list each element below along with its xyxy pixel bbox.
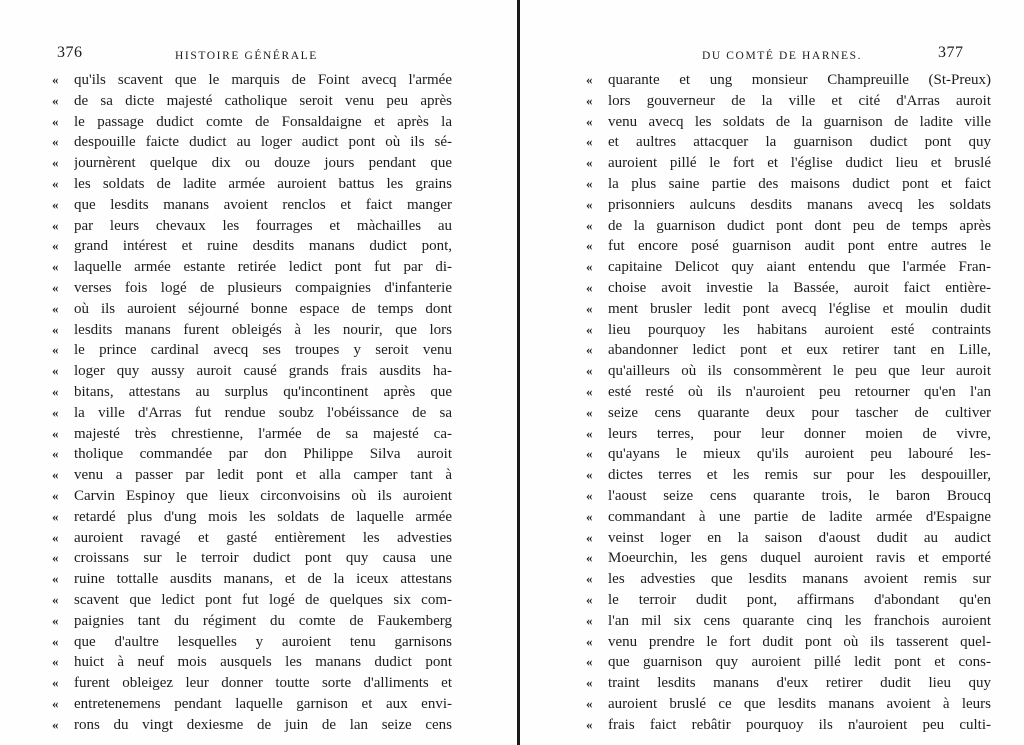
text-line xyxy=(52,382,452,403)
text-line xyxy=(52,569,452,590)
line-text: Moeurchin, les gens duquel auroient ravis et emporté xyxy=(608,550,991,567)
line-text: commandant à une partie de ladite armée d'Espaigne xyxy=(608,508,991,525)
text-line xyxy=(586,569,991,590)
text-line xyxy=(586,236,991,257)
guillemet-mark: « xyxy=(586,612,593,628)
guillemet-mark: « xyxy=(52,134,59,150)
line-text: traint lesdits manans d'eux retirer dudit lieu quy xyxy=(608,675,991,692)
guillemet-mark: « xyxy=(52,654,59,670)
text-line xyxy=(586,403,991,424)
text-line xyxy=(52,91,452,112)
guillemet-mark: « xyxy=(586,508,593,524)
line-text: où ils auroient séjourné bonne espace de temps dont xyxy=(74,300,452,317)
text-line xyxy=(586,652,991,673)
line-text: capitaine Delicot quy aiant entendu que l'armée Fran- xyxy=(608,259,991,276)
guillemet-mark: « xyxy=(52,196,59,212)
line-text: fut encore posé guarnison audit pont entre autres le xyxy=(608,238,991,255)
guillemet-mark: « xyxy=(52,529,59,545)
line-text: bitans, attestans au surplus qu'incontinent après que xyxy=(74,383,452,400)
line-text: les advesties que lesdits manans avoient remis sur xyxy=(608,571,991,588)
text-line xyxy=(586,361,991,382)
line-text: de la guarnison dudict pont dont peu de temps après xyxy=(608,217,991,234)
line-text: laquelle armée estante retirée ledict pont fut par di- xyxy=(74,259,452,276)
guillemet-mark: « xyxy=(586,716,593,732)
line-text: esté resté où ils n'auroient peu retourner qu'en l'an xyxy=(608,383,991,400)
guillemet-mark: « xyxy=(586,446,593,462)
guillemet-mark: « xyxy=(52,300,59,316)
text-line xyxy=(586,70,991,91)
text-line xyxy=(586,548,991,569)
line-text: lieu pourquoy les habitans auroient esté contraints xyxy=(608,321,991,338)
guillemet-mark: « xyxy=(586,217,593,233)
guillemet-mark: « xyxy=(52,446,59,462)
guillemet-mark: « xyxy=(586,591,593,607)
text-line xyxy=(52,652,452,673)
guillemet-mark: « xyxy=(52,363,59,379)
guillemet-mark: « xyxy=(586,342,593,358)
left-text-block xyxy=(52,70,452,736)
text-line xyxy=(52,361,452,382)
line-text: rons du vingt dexiesme de juin de lan seize cens xyxy=(74,716,452,733)
text-line xyxy=(586,444,991,465)
line-text: retardé plus d'ung mois les soldats de laquelle armée xyxy=(74,508,452,525)
text-line xyxy=(586,112,991,133)
text-line xyxy=(52,486,452,507)
guillemet-mark: « xyxy=(52,467,59,483)
guillemet-mark: « xyxy=(52,425,59,441)
guillemet-mark: « xyxy=(52,550,59,566)
text-line xyxy=(586,257,991,278)
guillemet-mark: « xyxy=(52,591,59,607)
text-line xyxy=(52,112,452,133)
guillemet-mark: « xyxy=(586,487,593,503)
guillemet-mark: « xyxy=(52,155,59,171)
running-head-left: HISTOIRE GÉNÉRALE xyxy=(175,50,318,62)
text-line xyxy=(52,673,452,694)
guillemet-mark: « xyxy=(586,675,593,691)
guillemet-mark: « xyxy=(586,175,593,191)
text-line xyxy=(52,257,452,278)
line-text: la ville d'Arras fut rendue soubz l'obéissance de sa xyxy=(74,404,452,421)
text-line xyxy=(52,632,452,653)
guillemet-mark: « xyxy=(52,675,59,691)
guillemet-mark: « xyxy=(52,321,59,337)
line-text: de sa dicte majesté catholique seroit venu peu après xyxy=(74,92,452,109)
guillemet-mark: « xyxy=(586,238,593,254)
right-page xyxy=(520,0,1024,745)
text-line xyxy=(586,694,991,715)
line-text: leurs terres, pour leur donner moien de vivre, xyxy=(608,425,991,442)
guillemet-mark: « xyxy=(52,612,59,628)
text-line xyxy=(586,195,991,216)
line-text: croissans sur le terroir dudict pont quy causa une xyxy=(74,550,452,567)
line-text: frais faict rebâtir pourquoy ils n'auroient peu culti- xyxy=(608,716,991,733)
guillemet-mark: « xyxy=(52,238,59,254)
text-line xyxy=(52,507,452,528)
guillemet-mark: « xyxy=(586,695,593,711)
guillemet-mark: « xyxy=(586,654,593,670)
text-line xyxy=(586,91,991,112)
guillemet-mark: « xyxy=(586,72,593,87)
line-text: qu'ailleurs où ils consommèrent le peu que leur auroit xyxy=(608,363,991,380)
text-line xyxy=(586,673,991,694)
line-text: dictes terres et les remis sur pour les despouiller, xyxy=(608,467,991,484)
text-line xyxy=(586,465,991,486)
guillemet-mark: « xyxy=(52,508,59,524)
text-line xyxy=(52,278,452,299)
line-text: par leurs chevaux les fourrages et màchailles au xyxy=(74,217,452,234)
text-line xyxy=(586,611,991,632)
text-line xyxy=(586,382,991,403)
guillemet-mark: « xyxy=(586,550,593,566)
text-line xyxy=(586,216,991,237)
line-text: scavent que ledict pont fut logé de quelques six com- xyxy=(74,591,452,608)
line-text: furent obleigez leur donner toutte sorte d'alliments et xyxy=(74,675,452,692)
line-text: seize cens quarante deux pour tascher de cultiver xyxy=(608,404,991,421)
running-head-right: DU COMTÉ DE HARNES. xyxy=(702,50,863,62)
text-line xyxy=(586,715,991,736)
text-line xyxy=(52,320,452,341)
guillemet-mark: « xyxy=(586,425,593,441)
guillemet-mark: « xyxy=(52,695,59,711)
guillemet-mark: « xyxy=(52,259,59,275)
text-line xyxy=(586,528,991,549)
line-text: le prince cardinal avecq ses troupes y seroit venu xyxy=(74,342,452,359)
line-text: les soldats de ladite armée auroient battus les grains xyxy=(74,175,452,192)
guillemet-mark: « xyxy=(52,716,59,732)
guillemet-mark: « xyxy=(52,487,59,503)
guillemet-mark: « xyxy=(52,571,59,587)
guillemet-mark: « xyxy=(52,279,59,295)
line-text: que lesdits manans avoient renclos et faict manger xyxy=(74,196,452,213)
line-text: huict à neuf mois ausquels les manans dudict pont xyxy=(74,654,452,671)
text-line xyxy=(52,444,452,465)
line-text: venu prendre le fort dudit pont où ils tasserent quel- xyxy=(608,633,991,650)
text-line xyxy=(52,465,452,486)
guillemet-mark: « xyxy=(586,467,593,483)
text-line xyxy=(52,694,452,715)
page-number-right: 377 xyxy=(938,44,964,61)
guillemet-mark: « xyxy=(586,113,593,129)
text-line xyxy=(52,174,452,195)
guillemet-mark: « xyxy=(586,404,593,420)
text-line xyxy=(52,715,452,736)
guillemet-mark: « xyxy=(52,342,59,358)
guillemet-mark: « xyxy=(586,383,593,399)
line-text: auroient bruslé ce que lesdits manans avoient à leurs xyxy=(608,695,991,712)
text-line xyxy=(586,320,991,341)
text-line xyxy=(586,486,991,507)
guillemet-mark: « xyxy=(52,217,59,233)
guillemet-mark: « xyxy=(586,363,593,379)
line-text: l'an mil six cens quarante cinq les franchois auroient xyxy=(608,612,991,629)
text-line xyxy=(52,153,452,174)
text-line xyxy=(52,548,452,569)
line-text: l'aoust seize cens quarante trois, le baron Broucq xyxy=(608,487,991,504)
guillemet-mark: « xyxy=(586,134,593,150)
guillemet-mark: « xyxy=(52,404,59,420)
line-text: la plus saine partie des maisons dudict pont et faict xyxy=(608,175,991,192)
guillemet-mark: « xyxy=(52,383,59,399)
guillemet-mark: « xyxy=(52,175,59,191)
line-text: Carvin Espinoy que lieux circonvoisins où ils auroient xyxy=(74,487,452,504)
text-line xyxy=(52,340,452,361)
text-line xyxy=(52,611,452,632)
line-text: majesté très chrestienne, l'armée de sa majesté ca- xyxy=(74,425,452,442)
line-text: que guarnison quy auroient pillé ledit pont et cons- xyxy=(608,654,991,671)
text-line xyxy=(586,153,991,174)
text-line xyxy=(52,70,452,91)
line-text: le passage dudict comte de Fonsaldaigne et après la xyxy=(74,113,452,130)
text-line xyxy=(52,424,452,445)
line-text: verses fois logé de plusieurs compaignies d'infanterie xyxy=(74,279,452,296)
line-text: ment brusler ledit pont avecq l'église et moulin dudit xyxy=(608,300,991,317)
text-line xyxy=(586,632,991,653)
line-text: prisonniers aulcuns desdits manans avecq les soldats xyxy=(608,196,991,213)
line-text: despouille faicte dudict au loger audict pont où ils sé- xyxy=(74,134,452,151)
guillemet-mark: « xyxy=(586,92,593,108)
guillemet-mark: « xyxy=(586,300,593,316)
line-text: entretenemens pendant laquelle garnison et aux envi- xyxy=(74,695,452,712)
guillemet-mark: « xyxy=(52,92,59,108)
line-text: venu a passer par ledit pont et alla camper tant à xyxy=(74,467,452,484)
line-text: que d'aultre lesquelles y auroient tenu garnisons xyxy=(74,633,452,650)
text-line xyxy=(52,299,452,320)
line-text: lors gouverneur de la ville et cité d'Arras auroit xyxy=(608,92,991,109)
guillemet-mark: « xyxy=(586,279,593,295)
line-text: paignies tant du régiment du comte de Faukemberg xyxy=(74,612,452,629)
guillemet-mark: « xyxy=(52,72,59,87)
line-text: venu avecq les soldats de la guarnison de ladite ville xyxy=(608,113,991,130)
line-text: tholique commandée par don Philippe Silva auroit xyxy=(74,446,452,463)
text-line xyxy=(586,132,991,153)
line-text: grand intérest et ruine desdits manans dudict pont, xyxy=(74,238,452,255)
text-line xyxy=(586,299,991,320)
text-line xyxy=(52,195,452,216)
guillemet-mark: « xyxy=(52,113,59,129)
text-line xyxy=(586,507,991,528)
text-line xyxy=(52,132,452,153)
guillemet-mark: « xyxy=(52,633,59,649)
line-text: abandonner ledict pont et eux retirer tant en Lille, xyxy=(608,342,991,359)
line-text: auroient ravagé et gasté entièrement les advesties xyxy=(74,529,452,546)
guillemet-mark: « xyxy=(586,571,593,587)
line-text: loger quy aussy auroit causé grands frais ausdits ha- xyxy=(74,363,452,380)
line-text: ruine tottalle ausdits manans, et de la iceux attestans xyxy=(74,571,452,588)
guillemet-mark: « xyxy=(586,196,593,212)
right-text-block xyxy=(586,70,991,736)
line-text: choise avoit investie la Bassée, auroit faict entière- xyxy=(608,279,991,296)
guillemet-mark: « xyxy=(586,529,593,545)
guillemet-mark: « xyxy=(586,321,593,337)
text-line xyxy=(52,590,452,611)
page-number-left: 376 xyxy=(57,44,83,61)
text-line xyxy=(52,216,452,237)
line-text: lesdits manans furent obleigés à les nourir, que lors xyxy=(74,321,452,338)
text-line xyxy=(586,278,991,299)
guillemet-mark: « xyxy=(586,155,593,171)
line-text: qu'ayans le mieux qu'ils auroient peu labouré les- xyxy=(608,446,991,463)
text-line xyxy=(52,528,452,549)
text-line xyxy=(586,174,991,195)
guillemet-mark: « xyxy=(586,259,593,275)
line-text: qu'ils scavent que le marquis de Foint avecq l'armée xyxy=(74,72,452,88)
line-text: le terroir dudit pont, affirmans d'abondant qu'en xyxy=(608,591,991,608)
text-line xyxy=(52,403,452,424)
line-text: auroient pillé le fort et l'église dudict lieu et bruslé xyxy=(608,155,991,172)
text-line xyxy=(586,424,991,445)
line-text: veinst loger en la saison d'aoust dudit au audict xyxy=(608,529,991,546)
guillemet-mark: « xyxy=(586,633,593,649)
line-text: quarante et ung monsieur Champreuille (St-Preux) xyxy=(608,72,991,88)
text-line xyxy=(52,236,452,257)
text-line xyxy=(586,340,991,361)
line-text: et aultres attacquer la guarnison dudict pont quy xyxy=(608,134,991,151)
line-text: journèrent quelque dix ou douze jours pendant que xyxy=(74,155,452,172)
text-line xyxy=(586,590,991,611)
